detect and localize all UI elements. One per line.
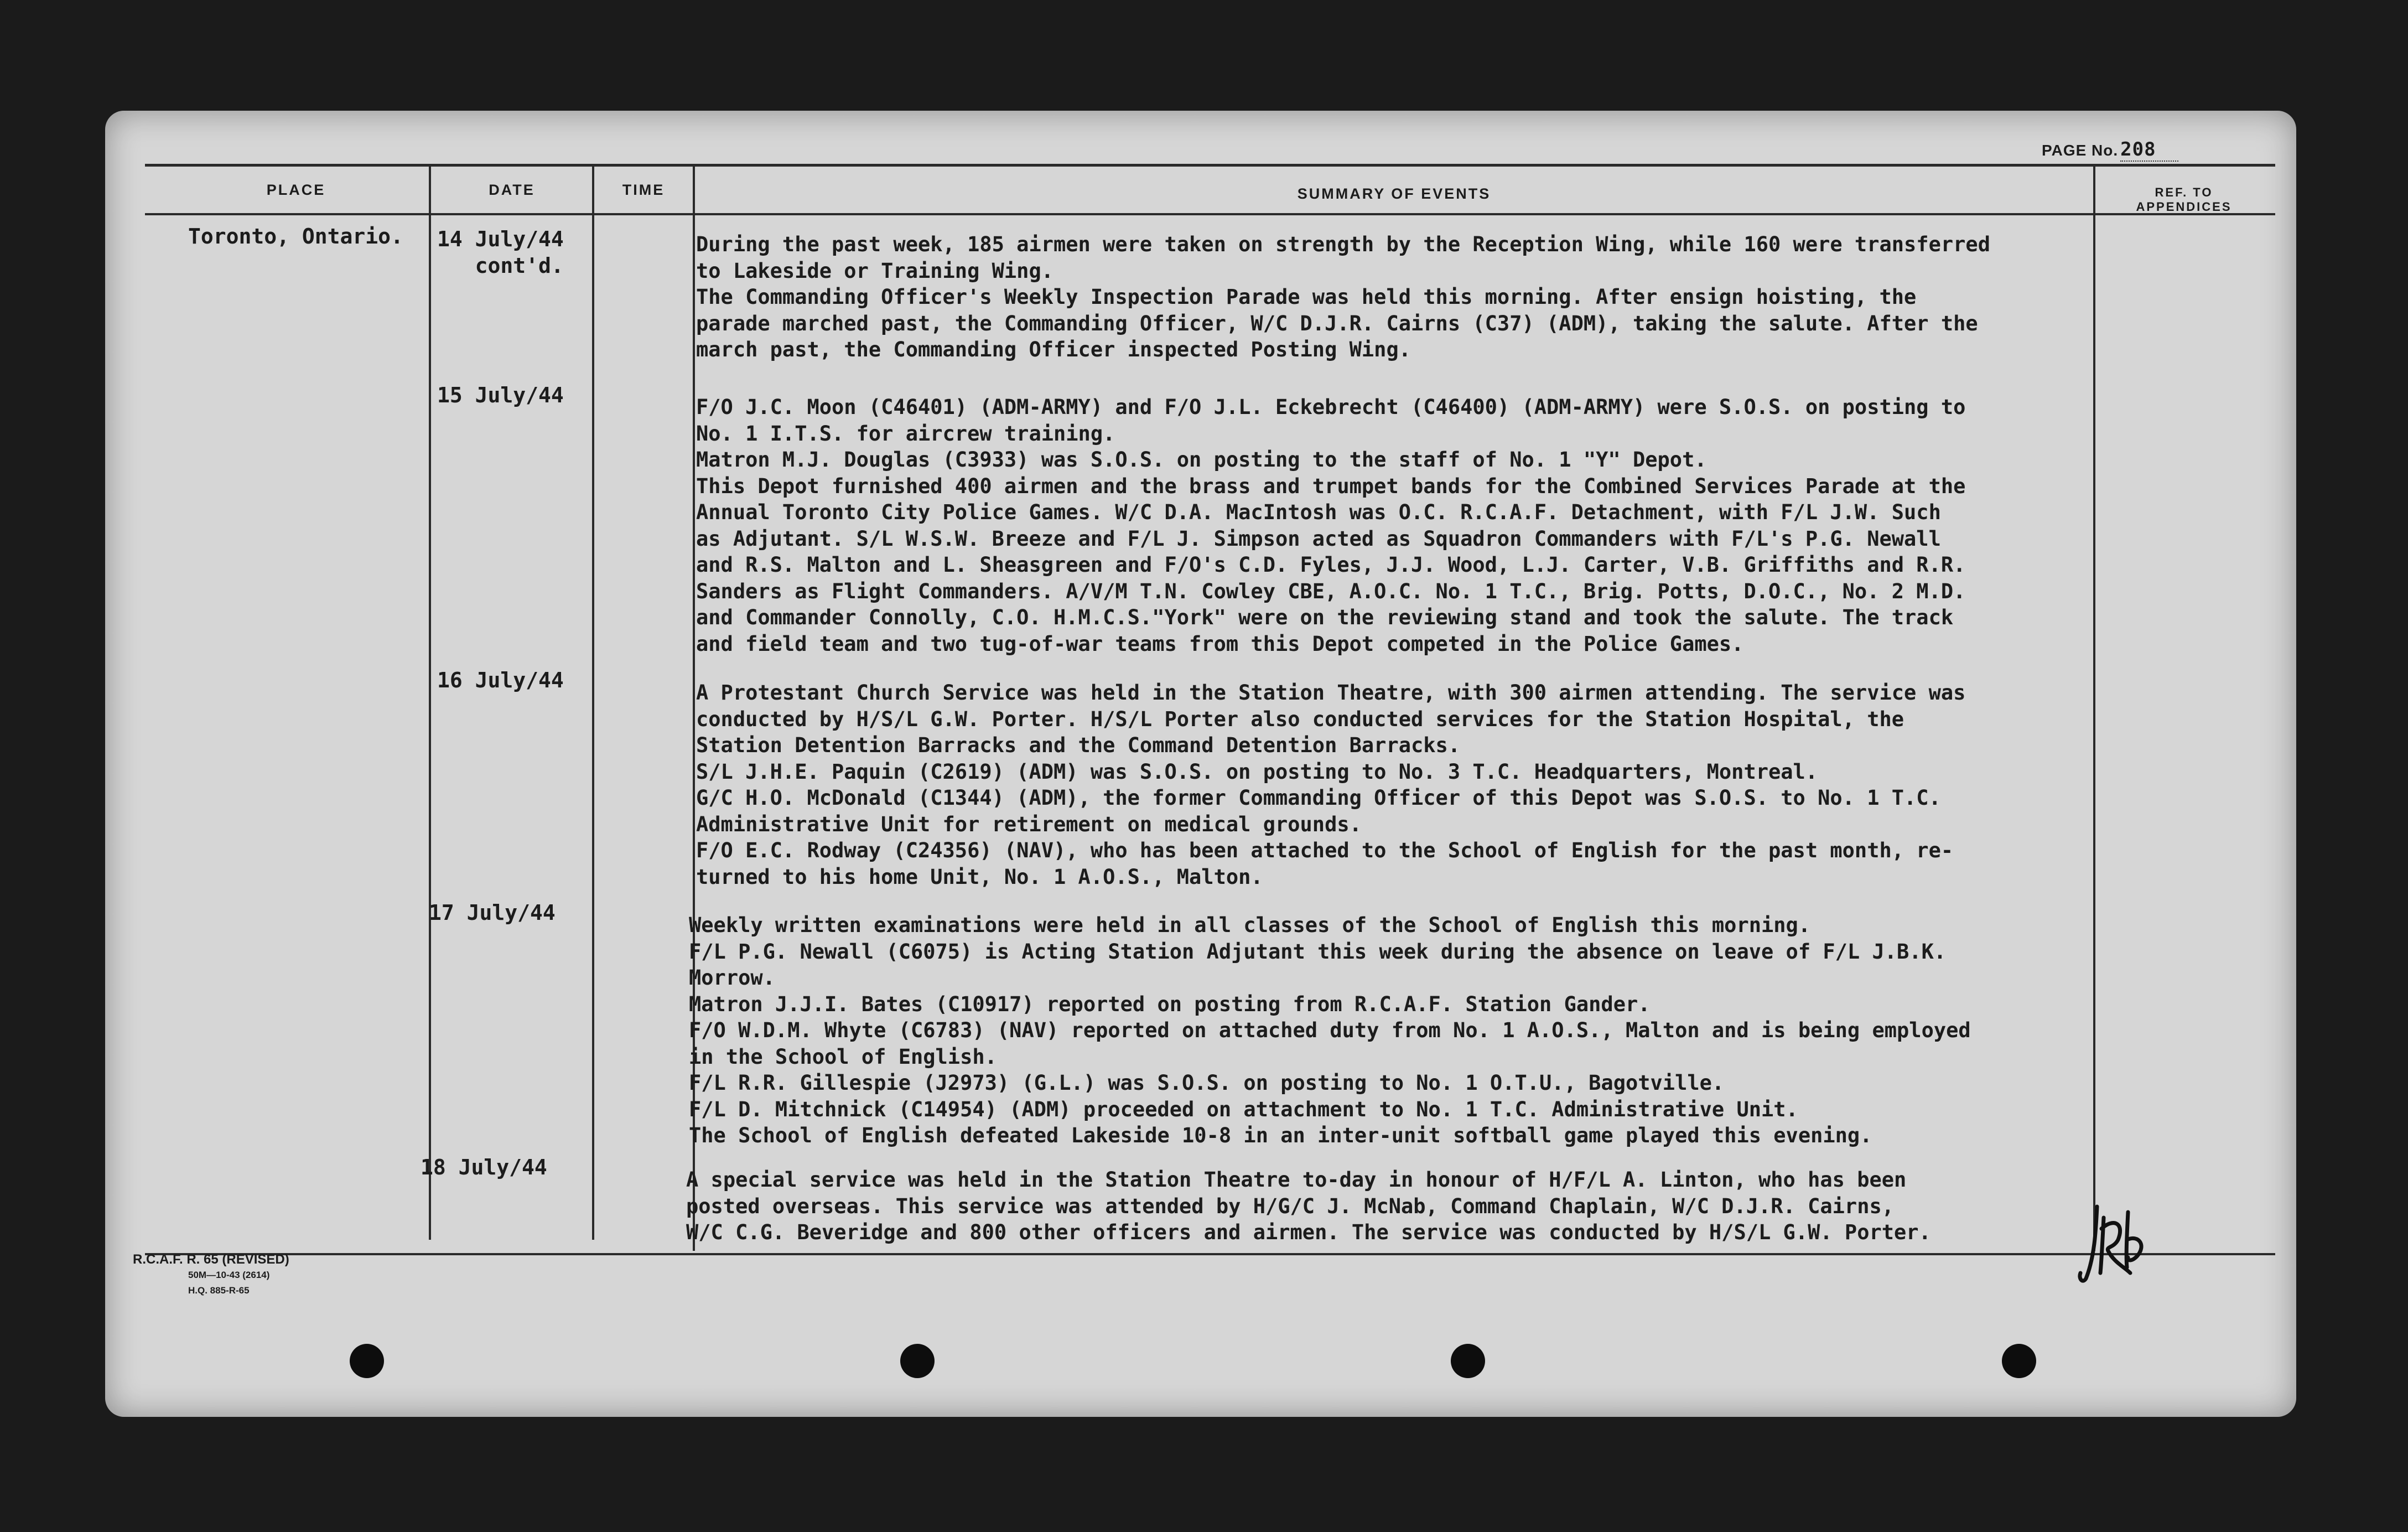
entry-line: as Adjutant. S/L W.S.W. Breeze and F/L J. Simpson acted as Squadron Commanders with F/L's P.G. Newall [696, 526, 1941, 551]
entry-line: F/L P.G. Newall (C6075) is Acting Station Adjutant this week during the absence on leave of F/L J.B.K. [689, 939, 1947, 964]
entry-line: Sanders as Flight Commanders. A/V/M T.N. Cowley CBE, A.O.C. No. 1 T.C., Brig. Potts, D.O.C., No. 2 M.D. [696, 579, 1966, 603]
entry-line: turned to his home Unit, No. 1 A.O.S., Malton. [696, 865, 1263, 889]
page-number-label: PAGE No. [2042, 142, 2119, 159]
entry-line: and Commander Connolly, C.O. H.M.C.S."York" were on the reviewing stand and took the salute. The track [696, 605, 1954, 629]
entry-line: F/O E.C. Rodway (C24356) (NAV), who has been attached to the School of English for the past month, re- [696, 839, 1954, 862]
print-line-1: 50M—10-43 (2614) [188, 1270, 270, 1280]
handwritten-initials-signature [2075, 1195, 2152, 1290]
place-cell: Toronto, Ontario. [188, 224, 403, 249]
entry-18-july [686, 1167, 2075, 1246]
header-time: TIME [622, 182, 665, 198]
header-ref-appendices: REF. TO APPENDICES [2136, 185, 2232, 214]
entry-line: parade marched past, the Commanding Officer, W/C D.J.R. Cairns (C37) (ADM), taking the salute. After the [696, 311, 1978, 335]
binder-hole [900, 1344, 935, 1378]
summary-ref-divider [2093, 166, 2095, 1251]
page-number-value: 208 [2120, 138, 2178, 162]
entry-line: The Commanding Officer's Weekly Inspection Parade was held this morning. After ensign hoisting, the [696, 285, 1917, 309]
table-bottom-rule [145, 1253, 2275, 1255]
entry-line: Matron M.J. Douglas (C3933) was S.O.S. on posting to the staff of No. 1 "Y" Depot. [696, 448, 1707, 472]
entry-line: F/L D. Mitchnick (C14954) (ADM) proceeded on attachment to No. 1 T.C. Administrative Unit. [689, 1097, 1798, 1121]
form-number-block [133, 1252, 289, 1298]
header-bottom-rule [145, 213, 2275, 215]
form-number: R.C.A.F. R. 65 (REVISED) [133, 1252, 289, 1267]
header-date: DATE [489, 182, 535, 198]
entry-line: During the past week, 185 airmen were taken on strength by the Reception Wing, while 160 were transferred [696, 232, 1990, 256]
entry-16-july [696, 680, 2085, 890]
binder-hole [350, 1344, 384, 1378]
entry-line: The School of English defeated Lakeside 10-8 in an inter-unit softball game played this evening. [689, 1124, 1872, 1147]
binder-hole [2002, 1344, 2036, 1378]
binder-hole [1451, 1344, 1485, 1378]
entry-line: This Depot furnished 400 airmen and the brass and trumpet bands for the Combined Services Parade at the [696, 474, 1966, 498]
entry-line: F/O J.C. Moon (C46401) (ADM-ARMY) and F/O J.L. Eckebrecht (C46400) (ADM-ARMY) were S.O.S. on posting to [696, 395, 1966, 419]
entry-line: Weekly written examinations were held in all classes of the School of English this morning. [689, 913, 1811, 937]
entry-line: to Lakeside or Training Wing. [696, 258, 1054, 283]
entry-line: Morrow. [689, 966, 775, 990]
date-time-divider [592, 166, 594, 1240]
entry-line: W/C C.G. Beveridge and 800 other officers and airmen. The service was conducted by H/S/L G.W. Porter. [686, 1220, 1931, 1244]
date-18-july: 18 July/44 [421, 1155, 547, 1179]
date-17-july: 17 July/44 [429, 900, 556, 925]
date-14-july: 14 July/44 cont'd. [437, 227, 564, 278]
entry-line: Matron J.J.I. Bates (C10917) reported on posting from R.C.A.F. Station Gander. [689, 992, 1651, 1016]
entry-line: Annual Toronto City Police Games. W/C D.A. MacIntosh was O.C. R.C.A.F. Detachment, with F/L J.W. Such [696, 500, 1941, 524]
entry-line: Station Detention Barracks and the Command Detention Barracks. [696, 733, 1461, 757]
entry-line: A special service was held in the Station Theatre to-day in honour of H/F/L A. Linton, who has been [686, 1168, 1907, 1192]
entry-15-july [696, 394, 2085, 657]
entry-line: in the School of English. [689, 1044, 997, 1069]
entry-line: conducted by H/S/L G.W. Porter. H/S/L Porter also conducted services for the Station Hospital, the [696, 707, 1904, 731]
date-15-july: 15 July/44 [437, 383, 564, 407]
entry-line: F/L R.R. Gillespie (J2973) (G.L.) was S.O.S. on posting to No. 1 O.T.U., Bagotville. [689, 1071, 1725, 1095]
entry-line: A Protestant Church Service was held in the Station Theatre, with 300 airmen attending. The service was [696, 681, 1966, 705]
print-line-2: H.Q. 885-R-65 [188, 1285, 250, 1296]
entry-line: march past, the Commanding Officer inspected Posting Wing. [696, 338, 1411, 361]
place-date-divider [429, 166, 431, 1240]
entry-line: No. 1 I.T.S. for aircrew training. [696, 421, 1115, 446]
header-summary: SUMMARY OF EVENTS [1297, 185, 1491, 202]
header-top-rule [145, 164, 2275, 167]
header-place: PLACE [266, 182, 326, 198]
page-number [2042, 138, 2178, 161]
entry-14-july [696, 231, 2085, 363]
entry-line: and field team and two tug-of-war teams from this Depot competed in the Police Games. [696, 632, 1744, 656]
entry-line: and R.S. Malton and L. Sheasgreen and F/O's C.D. Fyles, J.J. Wood, L.J. Carter, V.B. Griffiths and R.R. [696, 553, 1966, 577]
entry-line: Administrative Unit for retirement on medical grounds. [696, 812, 1362, 836]
entry-line: G/C H.O. McDonald (C1344) (ADM), the former Commanding Officer of this Depot was S.O.S. to No. 1 T.C. [696, 786, 1941, 810]
entry-17-july [689, 912, 2078, 1149]
entry-line: S/L J.H.E. Paquin (C2619) (ADM) was S.O.S. on posting to No. 3 T.C. Headquarters, Montreal. [696, 759, 1818, 784]
date-16-july: 16 July/44 [437, 668, 564, 692]
entry-line: posted overseas. This service was attended by H/G/C J. McNab, Command Chaplain, W/C D.J.R. Cairns, [686, 1194, 1895, 1218]
entry-line: F/O W.D.M. Whyte (C6783) (NAV) reported on attached duty from No. 1 A.O.S., Malton and is being employed [689, 1018, 1971, 1042]
